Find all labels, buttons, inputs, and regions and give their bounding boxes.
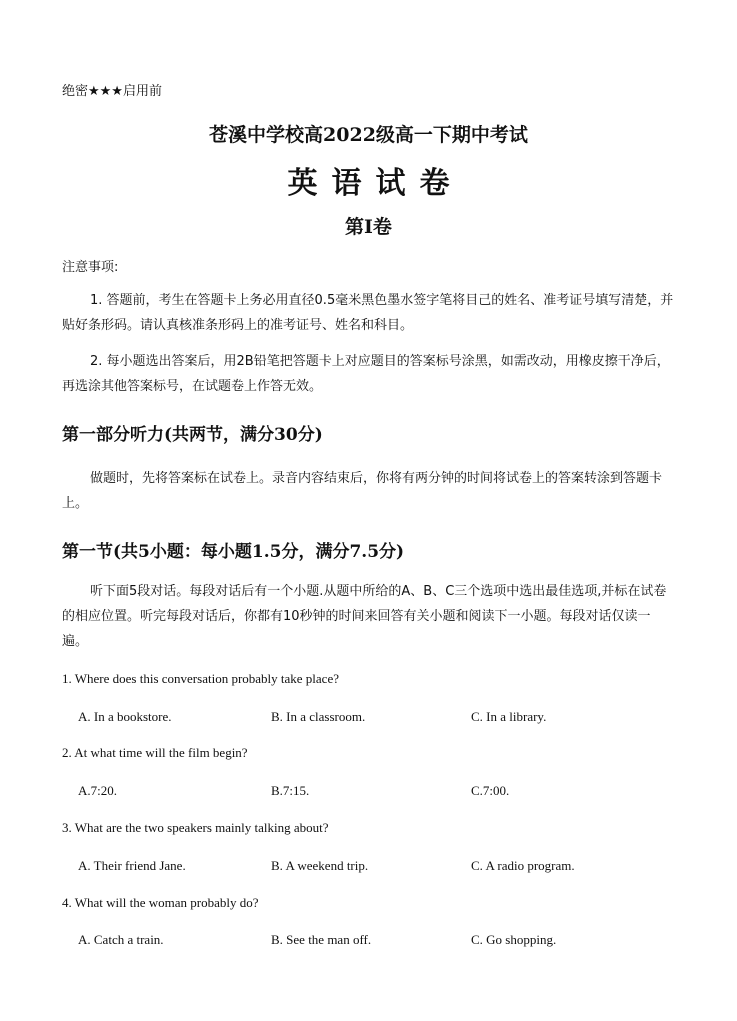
option-c: C. In a library. bbox=[471, 709, 547, 724]
notice-item-1: 1. 答题前，考生在答题卡上务必用直径0.5毫米黑色墨水签字笔将目己的姓名、准考证号填写清楚，并贴好条形码。请认真核准条形码上的准考证号、姓名和科目。 bbox=[62, 293, 674, 333]
question-stem: 1. Where does this conversation probably take place? bbox=[62, 671, 339, 686]
option-b: B. See the man off. bbox=[271, 932, 372, 947]
option-c: C. Go shopping. bbox=[471, 932, 557, 947]
option-b: B. A weekend trip. bbox=[271, 858, 369, 873]
volume-title: 第Ⅰ卷 bbox=[345, 216, 392, 238]
question-stem: 2. At what time will the film begin? bbox=[62, 745, 248, 760]
question-stem: 3. What are the two speakers mainly talking about? bbox=[62, 820, 329, 835]
section1-heading: 第一节(共5小题：每小题1.5分，满分7.5分) bbox=[62, 542, 405, 562]
option-b: B.7:15. bbox=[271, 783, 310, 798]
notice-item-2: 2. 每小题选出答案后，用2B铅笔把答题卡上对应题目的答案标号涂黑，如需改动，用橡皮擦干净后，再选涂其他答案标号，在试题卷上作答无效。 bbox=[62, 354, 670, 394]
question-stem: 4. What will the woman probably do? bbox=[62, 895, 259, 910]
option-c: C.7:00. bbox=[471, 783, 510, 798]
section1-instruction: 听下面5段对话。每段对话后有一个小题.从题中所给的A、B、C三个选项中选出最佳选项,并标在试卷的相应位置。听完每段对话后，你都有10秒钟的时间来回答有关小题和阅读下一小题。每段对话仅读一遍。 bbox=[62, 584, 667, 649]
option-c: C. A radio program. bbox=[471, 858, 575, 873]
subject-title: 英语试卷 bbox=[287, 166, 464, 201]
part1-instruction: 做题时，先将答案标在试卷上。录音内容结束后，你将有两分钟的时间将试卷上的答案转涂到答题卡上。 bbox=[62, 471, 663, 511]
option-a: A.7:20. bbox=[78, 783, 117, 798]
option-a: A. In a bookstore. bbox=[78, 709, 172, 724]
exam-title: 苍溪中学校高2022级高一下期中考试 bbox=[209, 124, 528, 146]
option-b: B. In a classroom. bbox=[271, 709, 366, 724]
part1-heading: 第一部分听力(共两节，满分30分) bbox=[62, 425, 323, 445]
confidential-label: 绝密★★★启用前 bbox=[62, 84, 162, 99]
notice-heading: 注意事项: bbox=[62, 260, 119, 275]
option-a: A. Their friend Jane. bbox=[78, 858, 186, 873]
option-a: A. Catch a train. bbox=[78, 932, 164, 947]
